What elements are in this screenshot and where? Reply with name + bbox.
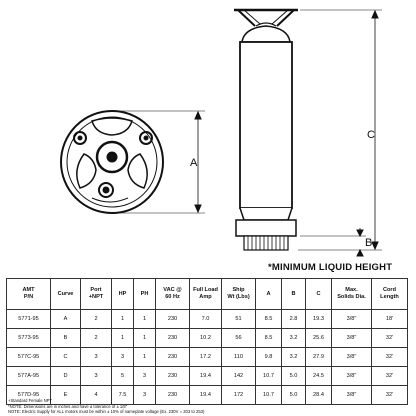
table-cell: 51 <box>222 310 256 329</box>
table-cell: 3/8" <box>332 329 372 348</box>
table-cell: C <box>51 348 81 367</box>
table-cell: 1 <box>134 348 156 367</box>
pump-bottom-view <box>61 111 163 213</box>
table-cell: 27.9 <box>306 348 332 367</box>
header-max-solids: Max. Solids Dia. <box>332 279 372 310</box>
table-cell: 230 <box>156 367 190 386</box>
table-cell: 3 <box>81 348 112 367</box>
footnotes <box>8 398 204 415</box>
table-cell: 7.0 <box>190 310 222 329</box>
table-cell: 5771-95 <box>7 310 51 329</box>
table-cell: 32' <box>372 348 408 367</box>
table-cell: 5773-95 <box>7 329 51 348</box>
table-cell: 24.5 <box>306 367 332 386</box>
table-cell: A <box>51 310 81 329</box>
table-cell: 3 <box>134 386 156 405</box>
footnote-npt: +Standard Female NPT <box>8 398 53 403</box>
table-cell: 230 <box>156 310 190 329</box>
table-cell: 9.8 <box>256 348 282 367</box>
pump-side-view <box>234 10 298 250</box>
table-cell: 230 <box>156 386 190 405</box>
header-vac: VAC @ 60 Hz <box>156 279 190 310</box>
table-cell: 577A-95 <box>7 367 51 386</box>
table-cell: 32' <box>372 367 408 386</box>
table-cell: D <box>51 367 81 386</box>
table-cell: 1 <box>134 329 156 348</box>
table-cell: 1 <box>112 329 134 348</box>
table-cell: 10.2 <box>190 329 222 348</box>
header-c: C <box>306 279 332 310</box>
table-cell: 2.8 <box>282 310 306 329</box>
header-curve: Curve <box>51 279 81 310</box>
table-row <box>7 329 408 348</box>
table-cell: 5 <box>112 367 134 386</box>
table-cell: 3/8" <box>332 348 372 367</box>
header-cord-length: Cord Length <box>372 279 408 310</box>
table-cell: 230 <box>156 329 190 348</box>
table-cell: 172 <box>222 386 256 405</box>
dimension-b <box>300 228 366 256</box>
table-cell: 142 <box>222 367 256 386</box>
table-cell: 32' <box>372 386 408 405</box>
footnote-dimensions: *NOTE: Dimensions are in inches and have a tolerance of ± 1/8" <box>8 403 128 409</box>
header-ship-wt: Ship Wt (Lbs) <box>222 279 256 310</box>
table-cell: 3 <box>81 367 112 386</box>
footnote-electric-supply: NOTE: Electric Supply for ALL motors must be within ± 10% of nameplate voltage (Ex. 230V = 203 to 253) <box>8 409 205 415</box>
table-header-row <box>7 279 408 310</box>
header-ph: PH <box>134 279 156 310</box>
dimension-b-label: B <box>365 237 373 249</box>
table-cell: 1 <box>134 310 156 329</box>
table-cell: 56 <box>222 329 256 348</box>
table-cell: 3 <box>134 367 156 386</box>
header-hp: HP <box>112 279 134 310</box>
table-cell: 5.0 <box>282 386 306 405</box>
table-cell: 19.4 <box>190 386 222 405</box>
table-cell: 19.4 <box>190 367 222 386</box>
table-cell: 110 <box>222 348 256 367</box>
table-cell: 18' <box>372 310 408 329</box>
header-amp: Full Load Amp <box>190 279 222 310</box>
table-row <box>7 348 408 367</box>
dimension-c-label: C <box>367 129 375 141</box>
dimension-a-label: A <box>190 157 198 169</box>
table-cell: 32' <box>372 329 408 348</box>
table-cell: 3.2 <box>282 329 306 348</box>
header-a: A <box>256 279 282 310</box>
table-cell: 5.0 <box>282 367 306 386</box>
table-cell: 17.2 <box>190 348 222 367</box>
table-cell: 4 <box>81 386 112 405</box>
table-cell: 10.7 <box>256 367 282 386</box>
table-row <box>7 367 408 386</box>
table-cell: 2 <box>81 310 112 329</box>
table-cell: 3/8" <box>332 367 372 386</box>
spec-table <box>6 278 408 405</box>
header-b: B <box>282 279 306 310</box>
table-cell: 230 <box>156 348 190 367</box>
table-cell: E <box>51 386 81 405</box>
table-row <box>7 310 408 329</box>
table-cell: B <box>51 329 81 348</box>
table-cell: 28.4 <box>306 386 332 405</box>
header-pn: AMT P/N <box>7 279 51 310</box>
table-cell: 19.3 <box>306 310 332 329</box>
table-cell: 25.6 <box>306 329 332 348</box>
table-cell: 3 <box>112 348 134 367</box>
table-cell: 8.5 <box>256 310 282 329</box>
table-cell: 10.7 <box>256 386 282 405</box>
table-cell: 1 <box>112 310 134 329</box>
minimum-liquid-height-note: *MINIMUM LIQUID HEIGHT <box>268 262 393 273</box>
table-cell: 2 <box>81 329 112 348</box>
table-cell: 577D-95 <box>7 386 51 405</box>
table-cell: 3.2 <box>282 348 306 367</box>
table-cell: 577C-95 <box>7 348 51 367</box>
header-port: Port +NPT <box>81 279 112 310</box>
table-cell: 7.5 <box>112 386 134 405</box>
table-cell: 3/8" <box>332 310 372 329</box>
table-cell: 3/8" <box>332 386 372 405</box>
table-cell: 8.5 <box>256 329 282 348</box>
